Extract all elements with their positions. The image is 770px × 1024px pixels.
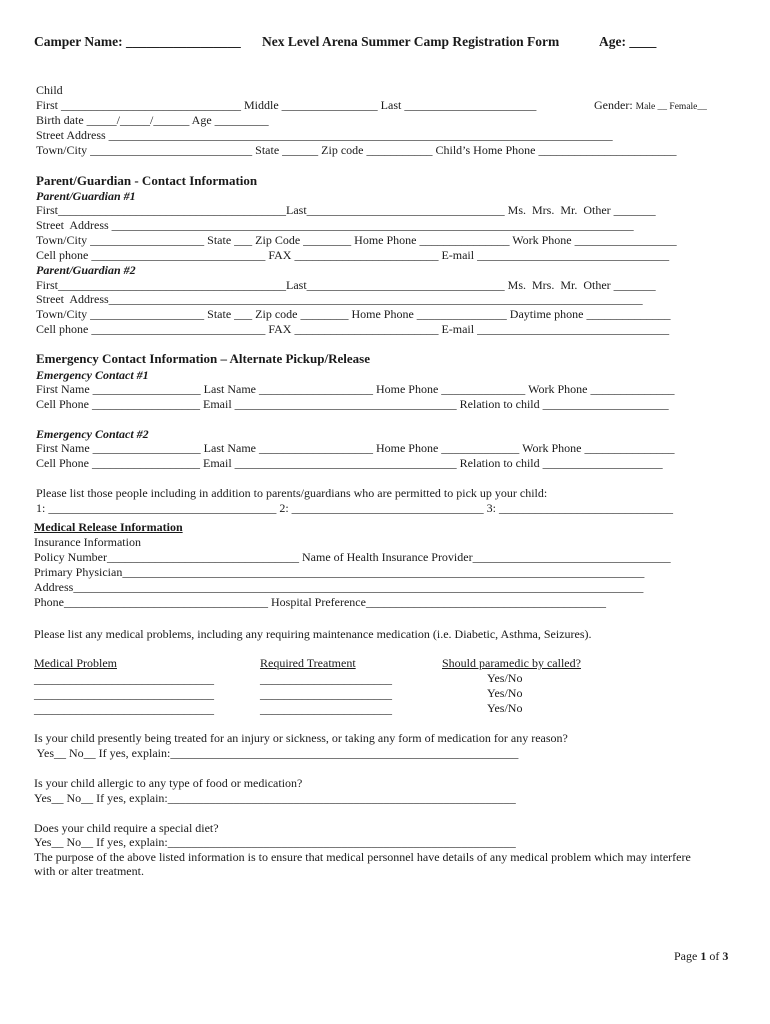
- guardian-2-name-line: First______________________________________Last_________________________________ Ms. Mrs. Mr. Other _______: [36, 278, 656, 292]
- emergency-contact-1-name-line: First Name __________________ Last Name ___________________ Home Phone ______________ Work Phone ______________: [36, 382, 675, 396]
- emergency-contact-2-cell-line: Cell Phone __________________ Email _____________________________________ Relation to child ____________________: [36, 456, 663, 470]
- page-total: 3: [722, 949, 729, 963]
- required-treatment-blank: ______________________: [260, 687, 392, 701]
- emergency-contact-1-cell-line: Cell Phone __________________ Email _____________________________________ Relation to child _____________________: [36, 397, 669, 411]
- paramedic-yes-no: Yes/No: [487, 686, 523, 700]
- guardian-1-town-line: Town/City ___________________ State ___ Zip Code ________ Home Phone _______________ Work Phone _________________: [36, 233, 677, 247]
- allergy-question: Is your child allergic to any type of food or medication?: [34, 776, 303, 790]
- medical-problem-blank: ______________________________: [34, 672, 214, 686]
- emergency-contact-2-label: Emergency Contact #2: [36, 427, 149, 441]
- treatment-answer-line: Yes__ No__ If yes, explain:__________________________________________________________: [34, 746, 519, 760]
- emergency-contact-1-label: Emergency Contact #1: [36, 368, 149, 382]
- age-field: Age: ____: [599, 34, 657, 49]
- physician-line: Primary Physician_______________________________________________________________________________________: [34, 565, 645, 579]
- camper-name-field: Camper Name: _________________: [34, 34, 241, 49]
- gender-field: [594, 98, 707, 114]
- page-current: 1: [700, 949, 707, 963]
- diet-question: Does your child require a special diet?: [34, 821, 219, 835]
- form-title: Nex Level Arena Summer Camp Registration Form: [262, 34, 560, 49]
- child-town-line: Town/City ___________________________ State ______ Zip code ___________ Child’s Home Phone _______________________: [36, 143, 677, 157]
- required-treatment-blank: ______________________: [260, 672, 392, 686]
- medical-problem-header: Medical Problem: [34, 656, 117, 670]
- page-of: of: [709, 949, 720, 963]
- medical-phone-line: Phone__________________________________ Hospital Preference________________________________________: [34, 595, 606, 609]
- paramedic-yes-no: Yes/No: [487, 701, 523, 715]
- purpose-statement-line-1: The purpose of the above listed information is to ensure that medical personnel have details of any medical problem which may interfere: [34, 850, 691, 864]
- guardian-2-label: Parent/Guardian #2: [36, 263, 136, 277]
- page-number: [674, 949, 728, 963]
- guardian-2-town-line: Town/City ___________________ State ___ Zip code ________ Home Phone _______________ Daytime phone ______________: [36, 307, 671, 321]
- child-name-line: First ______________________________ Middle ________________ Last ______________________: [36, 98, 537, 112]
- child-heading: Child: [36, 83, 63, 97]
- emergency-heading: Emergency Contact Information – Alternate Pickup/Release: [36, 351, 370, 366]
- medical-problem-blank: ______________________________: [34, 702, 214, 716]
- medical-problem-blank: ______________________________: [34, 687, 214, 701]
- pickup-instructions: Please list those people including in addition to parents/guardians who are permitted to pick up your child:: [36, 486, 548, 500]
- pickup-names-line: 1: ______________________________________ 2: ________________________________ 3: _____________________________: [36, 501, 674, 515]
- child-address-line: Street Address ____________________________________________________________________________________: [36, 128, 613, 142]
- birth-date-line: Birth date _____/_____/______ Age _________: [36, 113, 269, 127]
- paramedic-yes-no: Yes/No: [487, 671, 523, 685]
- diet-answer-line: Yes__ No__ If yes, explain:__________________________________________________________: [34, 835, 516, 849]
- medical-release-heading: Medical Release Information: [34, 520, 183, 534]
- allergy-answer-line: Yes__ No__ If yes, explain:__________________________________________________________: [34, 791, 516, 805]
- required-treatment-header: Required Treatment: [260, 656, 356, 670]
- purpose-statement-line-2: with or alter treatment.: [34, 864, 144, 878]
- policy-line: Policy Number________________________________ Name of Health Insurance Provider_________________________________: [34, 550, 671, 564]
- guardian-1-cell-line: Cell phone _____________________________ FAX ________________________ E-mail ________________________________: [36, 248, 670, 262]
- paramedic-header: Should paramedic by called?: [442, 656, 581, 670]
- guardian-2-cell-line: Cell phone _____________________________ FAX ________________________ E-mail ________________________________: [36, 322, 670, 336]
- treatment-question: Is your child presently being treated for an injury or sickness, or taking any form of medication for any reason?: [34, 731, 568, 745]
- page-word: Page: [674, 949, 698, 963]
- guardian-1-label: Parent/Guardian #1: [36, 189, 136, 203]
- emergency-contact-2-name-line: First Name __________________ Last Name ___________________ Home Phone _____________ Work Phone _______________: [36, 441, 675, 455]
- gender-label: Gender:: [594, 98, 633, 112]
- guardian-2-address-line: Street Address_________________________________________________________________________________________: [36, 292, 643, 306]
- guardian-1-name-line: First______________________________________Last_________________________________ Ms. Mrs. Mr. Other _______: [36, 203, 656, 217]
- medical-problems-instructions: Please list any medical problems, including any requiring maintenance medication (i.e. Diabetic, Asthma, Seizures).: [34, 627, 592, 641]
- parent-heading: Parent/Guardian - Contact Information: [36, 173, 258, 188]
- insurance-label: Insurance Information: [34, 535, 141, 549]
- guardian-1-address-line: Street Address _______________________________________________________________________________________: [36, 218, 634, 232]
- required-treatment-blank: ______________________: [260, 702, 392, 716]
- medical-address-line: Address_______________________________________________________________________________________________: [34, 580, 644, 594]
- gender-options: Male __ Female__: [635, 102, 707, 112]
